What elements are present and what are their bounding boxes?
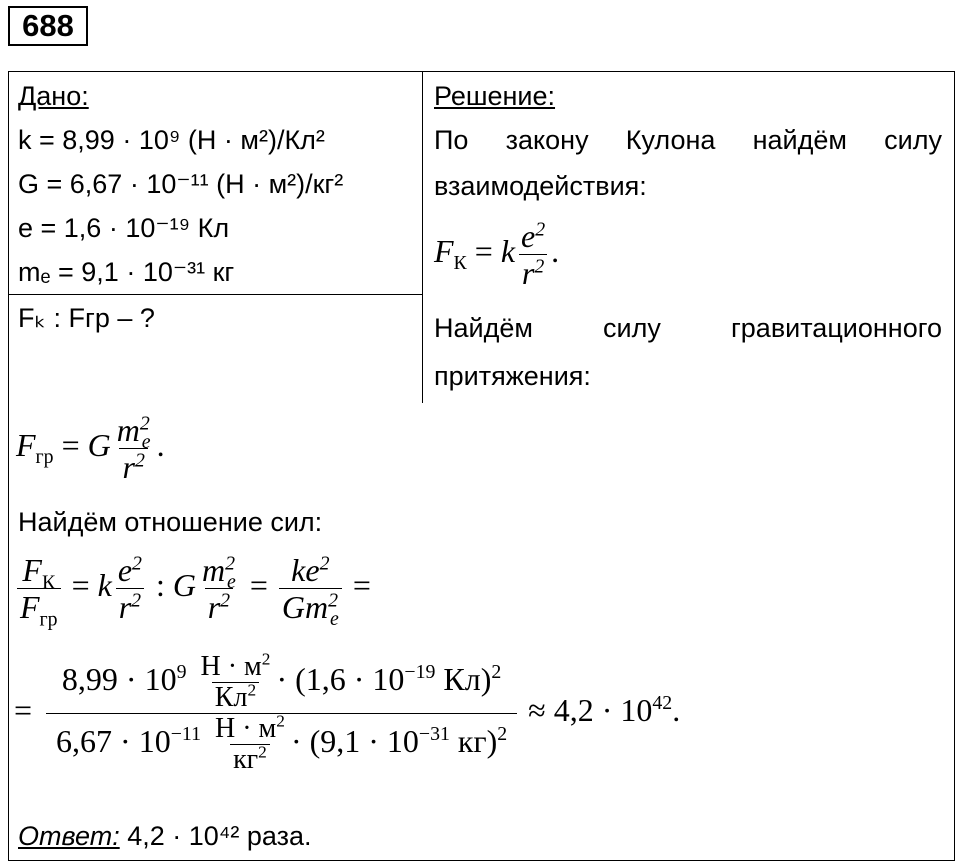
gravity-text-1: Найдём силу гравитационного (434, 313, 942, 343)
given-heading: Дано: (18, 81, 89, 111)
gravity-text-2: притяжения: (434, 361, 591, 391)
ratio-formula: $\frac{F_К}{F_{гр}}$ = k $\frac{e^2}{r^2}$ : G $\frac{m^2_e}{r^2}$ = $\frac{ke^2}{Gm^2_e}$ = (14, 552, 371, 625)
numeric-formula: = $8,99 \cdot 10^9$ $\frac{Н \cdot м^2}{Кл^2}$ · ($1,6 \cdot 10^{-19}$ Кл)$^2$ $6,67 \cdot 10^{-11}$ $\frac{Н \cdot м^2}{кг^2}$ · ($9,1 \cdot 10^{-31}$ кг)$^2$ ≈ $4,2 \cdot 10^{42}$. (14, 649, 681, 775)
coulomb-formula: $F_К = k$ $\frac{e^2}{r^2}$ . (434, 218, 560, 291)
given-line-k: k = 8,99 · 10⁹ (Н · м²)/Кл² (18, 125, 325, 155)
answer-label: Ответ: (18, 821, 120, 851)
find-line: Fₖ : Fгр – ? (18, 303, 155, 333)
coulomb-text-1: По закону Кулона найдём силу (434, 125, 942, 155)
given-line-e: e = 1,6 · 10⁻¹⁹ Кл (18, 213, 230, 243)
column-divider (422, 72, 423, 403)
answer-line (18, 820, 312, 852)
given-find-divider (9, 294, 422, 295)
given-line-me: mₑ = 9,1 · 10⁻³¹ кг (18, 257, 235, 287)
answer-value: 4,2 · 10⁴² раза. (127, 821, 312, 851)
ratio-text: Найдём отношение сил: (18, 507, 323, 537)
solution-heading: Решение: (434, 81, 556, 111)
coulomb-text-2: взаимодействия: (434, 171, 647, 201)
given-line-g: G = 6,67 · 10⁻¹¹ (Н · м²)/кг² (18, 169, 344, 199)
problem-number: 688 (8, 6, 88, 46)
gravity-formula: $F_{гр} = G$ $\frac{m^2_e}{r^2}$ . (16, 412, 165, 485)
